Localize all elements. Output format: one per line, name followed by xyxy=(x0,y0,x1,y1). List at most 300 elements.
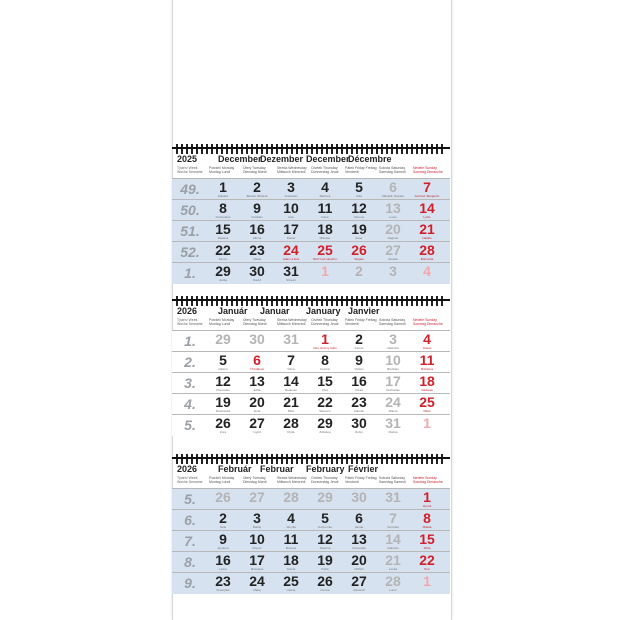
name-day-label: Mikuláš, Nicolas xyxy=(382,195,404,198)
day-cell xyxy=(275,263,307,284)
name-day-label: Miloslava xyxy=(250,568,264,571)
day-cell xyxy=(309,489,341,510)
day-number: 26 xyxy=(351,242,367,258)
weekday-name: Pondelí Monday Montag Lundi xyxy=(209,166,235,174)
week-row xyxy=(172,330,450,352)
name-day-label: Lenka xyxy=(388,568,398,571)
day-number: 16 xyxy=(249,221,265,237)
name-day-label: Matěj xyxy=(253,589,261,592)
month-name: Janvier xyxy=(348,306,380,316)
day-cell xyxy=(207,373,239,394)
name-day-label: Slavomír xyxy=(319,410,331,413)
day-cell xyxy=(411,352,443,373)
month-name: December xyxy=(306,154,350,164)
day-number: 4 xyxy=(423,331,431,347)
weekday-name: Streda Wednesday Mittwoch Mercredi xyxy=(277,476,307,484)
day-number: 24 xyxy=(283,242,299,258)
day-cell xyxy=(343,200,375,221)
day-number: 21 xyxy=(419,221,435,237)
name-day-label: Ctirad xyxy=(354,389,363,392)
day-cell xyxy=(343,373,375,394)
name-day-label: Liliana xyxy=(286,589,296,592)
day-number: 29 xyxy=(317,489,333,505)
day-number: 6 xyxy=(253,352,261,368)
weekday-name: Sobota Saturday Samstag Samedi xyxy=(379,318,406,326)
day-cell xyxy=(275,352,307,373)
name-day-label: Gizela xyxy=(286,568,296,571)
weekday-header xyxy=(172,476,450,486)
day-cell xyxy=(309,552,341,573)
day-number: 12 xyxy=(215,373,231,389)
day-cell xyxy=(411,263,443,284)
day-number: 6 xyxy=(355,510,363,526)
day-cell xyxy=(309,531,341,552)
day-number: 14 xyxy=(419,200,435,216)
day-cell xyxy=(207,531,239,552)
spiral-bar xyxy=(172,457,450,459)
name-day-label: Barbora xyxy=(319,195,331,198)
day-cell xyxy=(411,394,443,415)
day-cell xyxy=(241,200,273,221)
weekday-name: Streda Wednesday Mittwoch Mercredi xyxy=(277,166,307,174)
month-name: February xyxy=(306,464,345,474)
day-cell xyxy=(275,510,307,531)
day-number: 6 xyxy=(389,179,397,195)
name-day-label: Žaneta xyxy=(388,258,398,261)
day-number: 5 xyxy=(219,352,227,368)
week-number: 1. xyxy=(184,333,196,349)
name-day-label: Lýdie xyxy=(423,216,431,219)
week-number: 5. xyxy=(184,491,196,507)
day-number: 12 xyxy=(351,200,367,216)
day-number: 9 xyxy=(219,531,227,547)
day-number: 13 xyxy=(385,200,401,216)
day-cell xyxy=(343,179,375,200)
day-number: 27 xyxy=(249,415,265,431)
day-cell xyxy=(377,552,409,573)
name-day-label: Petr xyxy=(424,568,430,571)
day-number: 10 xyxy=(283,200,299,216)
weekday-header xyxy=(172,318,450,328)
day-number: 1 xyxy=(219,179,227,195)
day-cell xyxy=(275,373,307,394)
name-day-label: Čestmír xyxy=(319,368,331,371)
day-cell xyxy=(207,489,239,510)
day-cell xyxy=(309,352,341,373)
day-cell xyxy=(343,531,375,552)
day-number: 20 xyxy=(351,552,367,568)
week-row xyxy=(172,241,450,263)
day-number: 2 xyxy=(355,263,363,279)
name-day-label: Vratislav xyxy=(251,216,263,219)
day-number: 18 xyxy=(317,221,333,237)
day-number: 8 xyxy=(423,510,431,526)
day-number: 17 xyxy=(385,373,401,389)
day-number: 7 xyxy=(389,510,397,526)
week-number: 6. xyxy=(184,512,196,528)
month-name: December xyxy=(218,154,262,164)
name-day-label: Ilona xyxy=(253,410,261,413)
day-number: 23 xyxy=(351,394,367,410)
name-day-label: Miloslav xyxy=(319,237,331,240)
day-cell xyxy=(377,179,409,200)
name-day-label: Veronika xyxy=(387,526,399,529)
week-number: 8. xyxy=(184,554,196,570)
day-number: 15 xyxy=(215,221,231,237)
spiral-rings xyxy=(176,454,446,464)
day-cell xyxy=(411,415,443,436)
day-number: 25 xyxy=(419,394,435,410)
day-number: 20 xyxy=(385,221,401,237)
day-cell xyxy=(241,352,273,373)
name-day-label: Apolena xyxy=(217,547,229,550)
name-day-label: Simona xyxy=(353,216,365,219)
month-name: Januar xyxy=(260,306,290,316)
day-cell xyxy=(309,242,341,263)
day-number: 1 xyxy=(423,573,431,589)
week-number: 51. xyxy=(180,223,200,239)
spiral-rings xyxy=(176,296,446,306)
day-cell xyxy=(377,510,409,531)
name-day-label: Zdislava xyxy=(319,431,331,434)
day-cell xyxy=(241,394,273,415)
day-number: 14 xyxy=(283,373,299,389)
year-label: 2026 xyxy=(177,464,198,474)
day-number: 27 xyxy=(249,489,265,505)
name-day-label: Jitka xyxy=(355,195,363,198)
name-day-label: Marika xyxy=(388,431,398,434)
name-day-label: Hynek xyxy=(422,505,432,508)
day-cell xyxy=(411,489,443,510)
day-number: 24 xyxy=(385,394,401,410)
calendar-month-panel xyxy=(172,150,450,285)
name-day-label: Radana xyxy=(217,237,229,240)
week-row xyxy=(172,572,450,594)
day-number: 25 xyxy=(317,242,333,258)
day-cell xyxy=(309,373,341,394)
weekday-name: Sobota Saturday Samstag Samedi xyxy=(379,166,406,174)
day-number: 22 xyxy=(419,552,435,568)
day-number: 15 xyxy=(317,373,333,389)
day-number: 28 xyxy=(283,415,299,431)
name-day-label: Zora xyxy=(219,431,227,434)
name-day-label: Boží hod vánoční xyxy=(313,258,337,261)
day-cell xyxy=(275,489,307,510)
week-number: 2. xyxy=(184,354,196,370)
weekday-name: Nedele Sunday Sonntag Dimanche xyxy=(413,166,443,174)
weekday-name: Nedele Sunday Sonntag Dimanche xyxy=(413,318,443,326)
name-day-label: Bohdana xyxy=(420,368,433,371)
day-number: 19 xyxy=(351,221,367,237)
name-day-label: Oldřich xyxy=(354,568,364,571)
week-row xyxy=(172,414,450,436)
name-day-label: Blažej xyxy=(252,526,262,529)
day-cell xyxy=(411,331,443,352)
name-day-label: Zdeněk xyxy=(353,410,364,413)
weekday-name: Sobota Saturday Samstag Samedi xyxy=(379,476,406,484)
day-cell xyxy=(411,221,443,242)
name-day-label: Věnceslav xyxy=(352,547,366,550)
day-number: 26 xyxy=(215,489,231,505)
name-day-label: Dobromila xyxy=(318,526,332,529)
day-cell xyxy=(241,552,273,573)
day-cell xyxy=(241,373,273,394)
day-number: 30 xyxy=(249,263,265,279)
month-name: Février xyxy=(348,464,379,474)
name-day-label: Adam a Eva xyxy=(282,258,300,261)
day-cell xyxy=(377,415,409,436)
spiral-rings xyxy=(176,144,446,154)
week-number: 1. xyxy=(184,265,196,281)
name-day-label: Lumír xyxy=(389,589,397,592)
day-cell xyxy=(309,573,341,594)
day-cell xyxy=(377,373,409,394)
name-day-label: Albína xyxy=(252,237,262,240)
weekday-name: Ctvrtek Thursday Donnerstag Jeudi xyxy=(311,166,339,174)
month-header xyxy=(172,464,450,474)
spiral-binding xyxy=(172,144,450,154)
name-day-label: Slavěna xyxy=(319,547,331,550)
day-number: 2 xyxy=(219,510,227,526)
name-day-label: Alice xyxy=(321,389,329,392)
name-day-label: Judita xyxy=(218,279,227,282)
day-cell xyxy=(377,242,409,263)
day-number: 28 xyxy=(419,242,435,258)
day-number: 12 xyxy=(317,531,333,547)
year-label: 2026 xyxy=(177,306,198,316)
name-day-label: Běla xyxy=(287,410,294,413)
day-number: 25 xyxy=(283,573,299,589)
name-day-label: Nela xyxy=(219,526,227,529)
day-number: 2 xyxy=(253,179,261,195)
day-cell xyxy=(309,510,341,531)
day-number: 22 xyxy=(317,394,333,410)
day-number: 31 xyxy=(385,489,401,505)
day-cell xyxy=(377,200,409,221)
weekday-name: Úterý Tuesday Dienstag Mardi xyxy=(243,476,267,484)
name-day-label: Doubravka xyxy=(215,410,231,413)
day-number: 4 xyxy=(287,510,295,526)
week-number: 52. xyxy=(180,244,200,260)
week-row xyxy=(172,178,450,200)
name-day-label: Daniel xyxy=(286,237,296,240)
day-cell xyxy=(207,573,239,594)
name-day-label: Vlasta xyxy=(252,258,262,261)
month-name: Január xyxy=(218,306,248,316)
day-cell xyxy=(377,573,409,594)
name-day-label: Miloš xyxy=(423,410,431,413)
name-day-label: Otýlie xyxy=(287,431,295,434)
name-day-label: Alexandr xyxy=(353,589,365,592)
day-cell xyxy=(377,394,409,415)
day-number: 5 xyxy=(355,179,363,195)
day-number: 24 xyxy=(249,573,265,589)
week-row xyxy=(172,351,450,373)
day-number: 19 xyxy=(317,552,333,568)
day-cell xyxy=(411,179,443,200)
name-day-label: Den obnovy státu xyxy=(313,347,337,350)
week-row xyxy=(172,262,450,284)
weekday-name: Úterý Tuesday Dienstag Mardi xyxy=(243,318,267,326)
day-cell xyxy=(411,573,443,594)
spiral-binding xyxy=(172,454,450,464)
day-cell xyxy=(275,531,307,552)
month-name: Februar xyxy=(260,464,294,474)
day-cell xyxy=(207,263,239,284)
day-number: 23 xyxy=(249,242,265,258)
name-day-label: Šimon xyxy=(218,258,228,261)
day-cell xyxy=(309,179,341,200)
name-day-label: Radovan xyxy=(284,389,297,392)
day-cell xyxy=(377,531,409,552)
name-day-label: Radmila xyxy=(387,347,399,350)
spiral-bar xyxy=(172,299,450,301)
day-number: 16 xyxy=(215,552,231,568)
day-number: 16 xyxy=(351,373,367,389)
week-row xyxy=(172,530,450,552)
day-number: 1 xyxy=(423,415,431,431)
calendar-month-panel xyxy=(172,460,450,595)
week-number: 7. xyxy=(184,533,196,549)
day-cell xyxy=(207,179,239,200)
day-number: 29 xyxy=(215,263,231,279)
week-number: 9. xyxy=(184,575,196,591)
day-cell xyxy=(241,242,273,263)
day-number: 18 xyxy=(419,373,435,389)
day-number: 9 xyxy=(355,352,363,368)
day-cell xyxy=(309,263,341,284)
week-row xyxy=(172,372,450,394)
day-cell xyxy=(377,352,409,373)
day-cell xyxy=(207,415,239,436)
name-day-label: Diana xyxy=(423,347,431,350)
spiral-bar xyxy=(172,147,450,149)
day-number: 13 xyxy=(249,373,265,389)
day-number: 26 xyxy=(215,415,231,431)
day-cell xyxy=(241,573,273,594)
day-number: 31 xyxy=(385,415,401,431)
day-cell xyxy=(207,221,239,242)
name-day-label: Dana xyxy=(321,216,329,219)
day-cell xyxy=(377,331,409,352)
day-cell xyxy=(275,242,307,263)
day-number: 3 xyxy=(253,510,261,526)
month-header xyxy=(172,154,450,164)
day-cell xyxy=(411,242,443,263)
week-number: 3. xyxy=(184,375,196,391)
weekday-name: Streda Wednesday Mittwoch Mercredi xyxy=(277,318,307,326)
week-row xyxy=(172,551,450,573)
weekday-name: Ctvrtek Thursday Donnerstag Jeudi xyxy=(311,476,339,484)
day-number: 30 xyxy=(249,331,265,347)
day-cell xyxy=(207,242,239,263)
week-row xyxy=(172,199,450,221)
day-number: 3 xyxy=(287,179,295,195)
day-number: 27 xyxy=(351,573,367,589)
day-number: 10 xyxy=(385,352,401,368)
name-day-label: Pravoslav xyxy=(216,389,230,392)
name-day-label: Milada xyxy=(422,526,432,529)
day-cell xyxy=(241,331,273,352)
day-number: 28 xyxy=(283,489,299,505)
day-number: 23 xyxy=(215,573,231,589)
name-day-label: Mojmír xyxy=(252,547,262,550)
day-cell xyxy=(411,510,443,531)
day-cell xyxy=(309,200,341,221)
day-number: 13 xyxy=(351,531,367,547)
day-number: 11 xyxy=(317,200,333,216)
day-cell xyxy=(411,552,443,573)
day-cell xyxy=(343,394,375,415)
name-day-label: Edita xyxy=(253,389,261,392)
week-column-header: Týden/ Week Woche Semaine xyxy=(177,476,203,484)
day-cell xyxy=(241,221,273,242)
name-day-label: Dorota xyxy=(320,589,330,592)
day-cell xyxy=(309,394,341,415)
name-day-label: Patrik xyxy=(321,568,329,571)
calendar-month-panel xyxy=(172,302,450,437)
weekday-name: Ctvrtek Thursday Donnerstag Jeudi xyxy=(311,318,339,326)
name-day-label: Julie xyxy=(287,216,295,219)
day-number: 8 xyxy=(321,352,329,368)
weekday-name: Úterý Tuesday Dienstag Mardi xyxy=(243,166,267,174)
day-cell xyxy=(343,415,375,436)
weekday-name: Pátek Friday Freitag Vendredi xyxy=(345,476,377,484)
name-day-label: Ingrid xyxy=(253,431,261,434)
day-cell xyxy=(343,331,375,352)
week-column-header: Týden/ Week Woche Semaine xyxy=(177,166,203,174)
day-number: 5 xyxy=(321,510,329,526)
day-cell xyxy=(207,331,239,352)
day-number: 31 xyxy=(283,331,299,347)
name-day-label: Bohumila xyxy=(420,258,434,261)
day-number: 28 xyxy=(385,573,401,589)
month-name: Dezember xyxy=(260,154,304,164)
day-number: 15 xyxy=(419,531,435,547)
day-number: 4 xyxy=(321,179,329,195)
day-number: 2 xyxy=(355,331,363,347)
day-number: 21 xyxy=(283,394,299,410)
day-number: 14 xyxy=(385,531,401,547)
month-name: Décembre xyxy=(348,154,392,164)
day-number: 30 xyxy=(351,489,367,505)
name-day-label: Ester xyxy=(355,237,363,240)
name-day-label: Dagmar xyxy=(387,237,399,240)
day-cell xyxy=(275,200,307,221)
day-number: 11 xyxy=(283,531,299,547)
name-day-label: Karina xyxy=(354,347,364,350)
day-number: 10 xyxy=(249,531,265,547)
day-number: 22 xyxy=(215,242,231,258)
day-cell xyxy=(309,221,341,242)
name-day-label: Ljuba xyxy=(219,568,227,571)
weekday-header xyxy=(172,166,450,176)
name-day-label: Silvestr xyxy=(286,279,296,282)
week-number: 4. xyxy=(184,396,196,412)
name-day-label: Svatoslav xyxy=(284,195,298,198)
month-name: Február xyxy=(218,464,252,474)
name-day-label: David xyxy=(253,279,261,282)
weekday-name: Pátek Friday Freitag Vendredi xyxy=(345,318,377,326)
name-day-label: Vladislav xyxy=(420,389,433,392)
week-number: 49. xyxy=(180,181,200,197)
day-cell xyxy=(343,573,375,594)
day-cell xyxy=(411,373,443,394)
day-cell xyxy=(275,573,307,594)
day-number: 29 xyxy=(317,415,333,431)
day-cell xyxy=(343,221,375,242)
day-cell xyxy=(343,242,375,263)
